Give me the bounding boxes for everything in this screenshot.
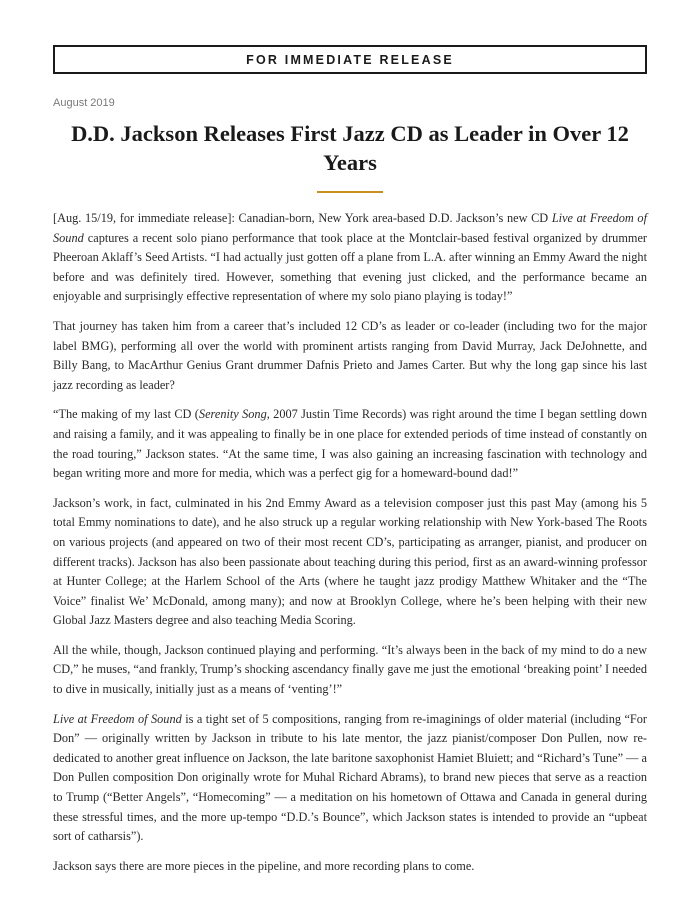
- paragraph-5: All the while, though, Jackson continued playing and performing. “It’s always been in the back of my mind to do a new CD,” he muses, “and frankly, Trump’s shocking ascendancy finally gave me just the emotional ‘breaking point’ I needed to dive in musically, initially just as a means of ‘venting’!”: [53, 642, 647, 697]
- paragraph-1: [53, 209, 647, 307]
- album-title: Live at Freedom of Sound: [53, 711, 182, 726]
- album-title: Live at Freedom of Sound: [53, 211, 647, 245]
- paragraph-1-rest: captures a recent solo piano performance that took place at the Montclair-based festival organized by drummer Pheeroan Aklaff’s Seed Artists. “I had actually just gotten off a plane from L.A. after winning an Emmy Award the night before and was definitely tired. However, something that evening just clicked, and the performance became an enjoyable and surprisingly effective representation of where my solo piano playing is today!”: [53, 230, 647, 304]
- paragraph-6: [53, 710, 647, 847]
- press-release: [53, 45, 647, 876]
- album-title: Serenity Song: [198, 407, 267, 422]
- paragraph-2: That journey has taken him from a career that’s included 12 CD’s as leader or co-leader (including two for the major label BMG), performing all over the world with prominent artists ranging from David Murray, Jack DeJohnette, and Billy Bang, to MacArthur Genius Grant drummer Dafnis Prieto and James Carter. But why the long gap since his last jazz recording as leader?: [53, 318, 647, 392]
- paragraph-1-intro: [Aug. 15/19, for immediate release]: Canadian-born, New York area-based D.D. Jackson’s new CD: [53, 211, 552, 225]
- paragraph-6-rest: is a tight set of 5 compositions, ranging from re-imaginings of older material (including “For Don” — originally written by Jackson in tribute to his late mentor, the jazz pianist/composer Don Pullen, now re-dedicated to another great influence on Jackson, the late baritone saxophonist Hamiet Bluiett; and “Richard’s Tune” — a Don Pullen composition Don originally wrote for Muhal Richard Abrams), to brand new pieces that serve as a reaction to Trump (“Better Angels”, “Homecoming” — a meditation on his hometown of Ottawa and Canada in general during these stressful times, and the more up-tempo “D.D.’s Bounce”, which Jackson states is intended to provide an “upbeat sort of catharsis”).: [53, 711, 647, 844]
- headline: D.D. Jackson Releases First Jazz CD as Leader in Over 12 Years: [71, 121, 629, 175]
- paragraph-4: Jackson’s work, in fact, culminated in his 2nd Emmy Award as a television composer just this past May (among his 5 total Emmy nominations to date), and he also struck up a regular working relationship with New York-based The Roots on various projects (and appeared on two of their most recent CD’s, participating as arranger, pianist, and producer on different tracks). Jackson has also been passionate about teaching during this period, first as an award-winning professor at Hunter College; at the Harlem School of the Arts (where he taught jazz prodigy Matthew Whitaker and the “The Voice” finalist We’ McDonald, among many); and now at Brooklyn College, where he’s been helping with their new Global Jazz Masters degree and also teaching Media Scoring.: [53, 495, 647, 628]
- accent-divider: [317, 191, 383, 193]
- paragraph-3: [53, 405, 647, 483]
- paragraph-3-rest: , 2007 Justin Time Records) was right around the time I began settling down and raising a family, and it was appealing to finally be in one place for extended periods of time instead of constantly on the road touring,” Jackson states. “At the same time, I was also gaining an increasing fascination with technology and began writing more and more for media, which was a perfect gig for a homeward-bound dad!”: [53, 407, 647, 481]
- release-banner-label: FOR IMMEDIATE RELEASE: [246, 52, 454, 67]
- article-body: [53, 209, 647, 876]
- paragraph-3-intro: “The making of my last CD (: [53, 407, 199, 422]
- release-banner: [53, 45, 647, 74]
- paragraph-7: Jackson says there are more pieces in the pipeline, and more recording plans to come.: [53, 858, 475, 873]
- release-date: August 2019: [53, 97, 115, 109]
